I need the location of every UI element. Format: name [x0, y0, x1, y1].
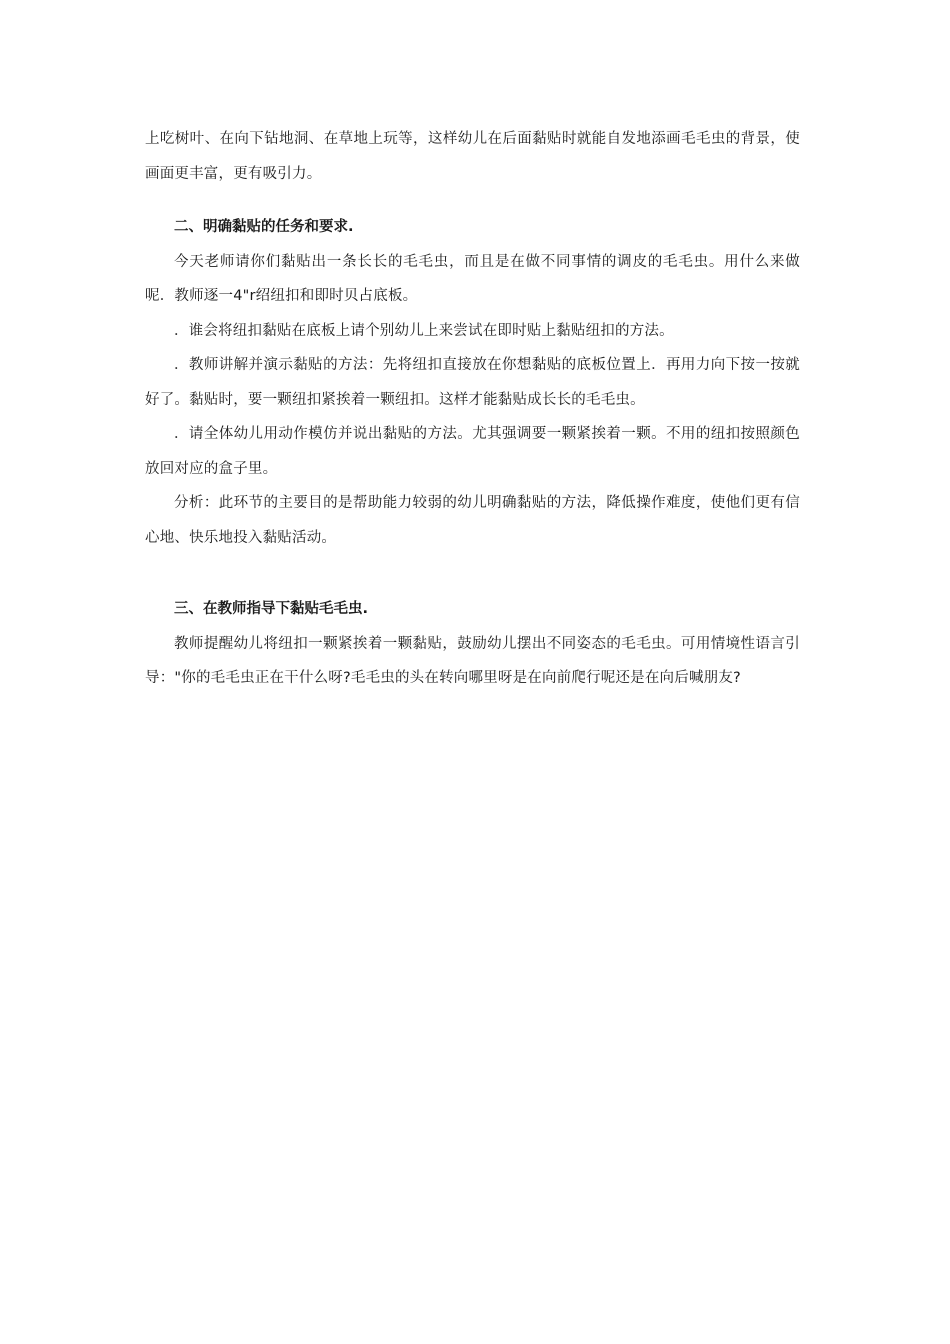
section2-paragraph-4: ．请全体幼儿用动作模仿并说出黏贴的方法。尤其强调要一颗紧挨着一颗。不用的纽扣按照颜色放回对应的盒子里。	[145, 426, 800, 477]
section-spacer	[145, 191, 800, 210]
section2-analysis-paragraph: 分析：此环节的主要目的是帮助能力较弱的幼儿明确黏贴的方法，降低操作难度，使他们更有信心地、快乐地投入黏贴活动。	[145, 495, 800, 546]
section-spacer	[145, 555, 800, 592]
section3-paragraph-1: 教师提醒幼儿将纽扣一颗紧挨着一颗黏贴，鼓励幼儿摆出不同姿态的毛毛虫。可用情境性语言引导："你的毛毛虫正在干什么呀?毛毛虫的头在转向哪里呀是在向前爬行呢还是在向后喊朋友?	[145, 635, 800, 686]
intro-continuation-paragraph: 上吃树叶、在向下钻地洞、在草地上玩等，这样幼儿在后面黏贴时就能自发地添画毛毛虫的背景，使画面更丰富，更有吸引力。	[145, 131, 800, 182]
section2-heading: 二、明确黏贴的任务和要求.	[174, 219, 354, 235]
section2-paragraph-3: ．教师讲解并演示黏贴的方法：先将纽扣直接放在你想黏贴的底板位置上．再用力向下按一按就好了。黏贴时，要一颗纽扣紧挨着一颗纽扣。这样才能黏贴成长长的毛毛虫。	[145, 357, 800, 408]
section3-heading: 三、在教师指导下黏贴毛毛虫.	[174, 601, 369, 617]
section2-paragraph-1: 今天老师请你们黏贴出一条长长的毛毛虫，而且是在做不同事情的调皮的毛毛虫。用什么来做呢．教师逐一4"r绍纽扣和即时贝占底板。	[145, 253, 800, 304]
section2-paragraph-2: ．谁会将纽扣黏贴在底板上请个别幼儿上来尝试在即时贴上黏贴纽扣的方法。	[174, 322, 674, 339]
document-body	[145, 122, 800, 696]
